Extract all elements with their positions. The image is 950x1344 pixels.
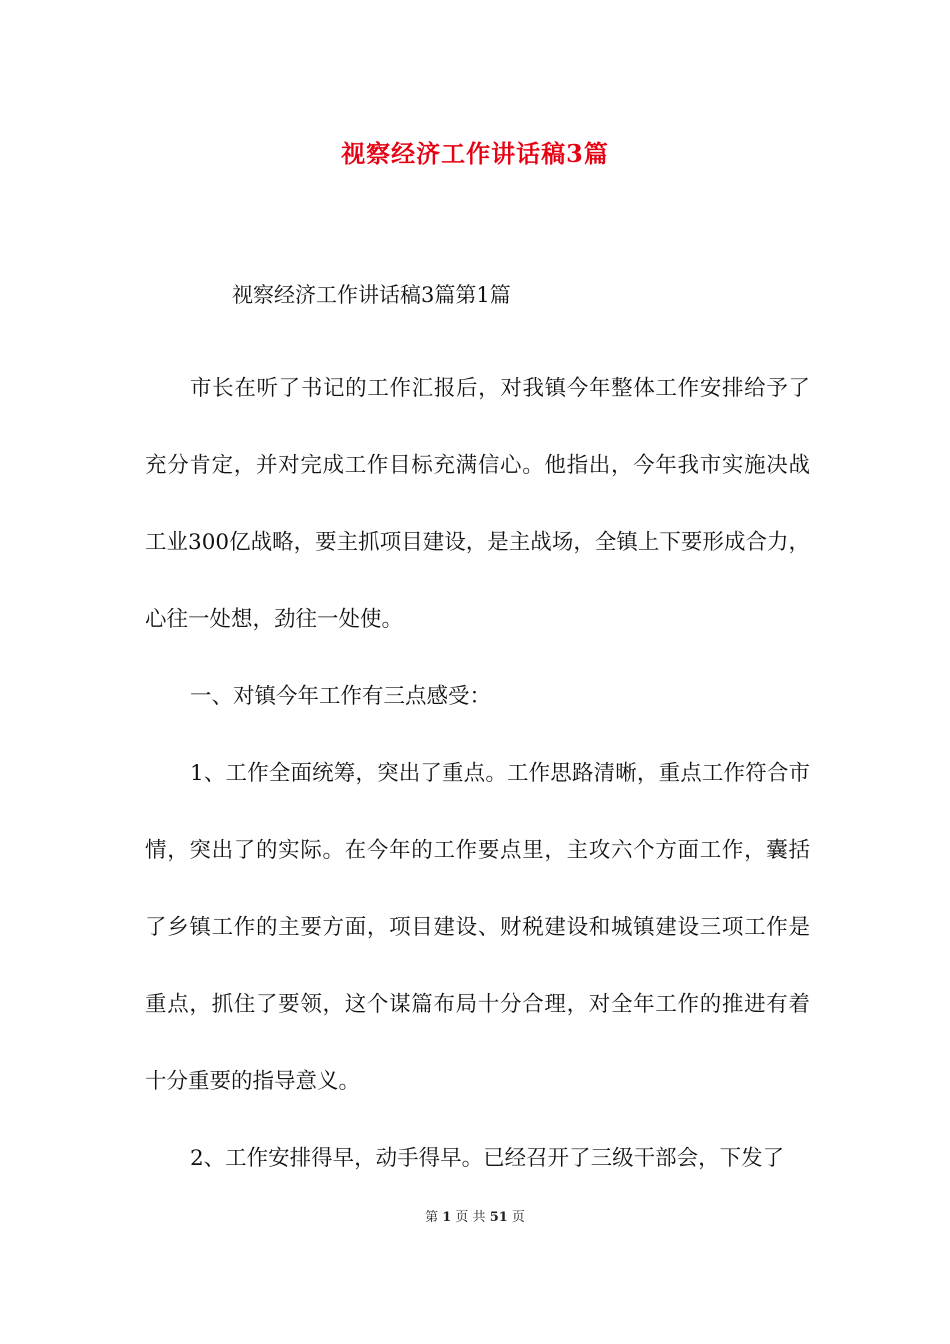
document-body <box>145 350 810 1197</box>
page-footer <box>0 1208 950 1228</box>
footer-page-number: 1 <box>442 1210 452 1225</box>
footer-suffix: 页 <box>511 1210 525 1225</box>
paragraph-intro: 市长在听了书记的工作汇报后，对我镇今年整体工作安排给予了充分肯定，并对完成工作目标充满信心。他指出，今年我市实施决战工业300亿战略，要主抓项目建设，是主战场，全镇上下要形成合力，心往一处想，劲往一处使。 <box>145 376 810 632</box>
paragraph-heading-one: 一、对镇今年工作有三点感受： <box>190 684 492 709</box>
footer-middle: 页 共 <box>455 1210 486 1225</box>
document-title: 视察经济工作讲话稿3篇 <box>341 139 609 168</box>
section-heading: 视察经济工作讲话稿3篇第1篇 <box>232 283 511 307</box>
paragraph-point-one: 1、工作全面统筹，突出了重点。工作思路清晰，重点工作符合市情，突出了的实际。在今年的工作要点里，主攻六个方面工作，囊括了乡镇工作的主要方面，项目建设、财税建设和城镇建设三项工作是重点，抓住了要领，这个谋篇布局十分合理，对全年工作的推进有着十分重要的指导意义。 <box>145 761 810 1094</box>
footer-total-pages: 51 <box>489 1210 508 1225</box>
footer-prefix: 第 <box>425 1210 439 1225</box>
paragraph-point-two: 2、工作安排得早，动手得早。已经召开了三级干部会，下发了 <box>190 1146 785 1171</box>
